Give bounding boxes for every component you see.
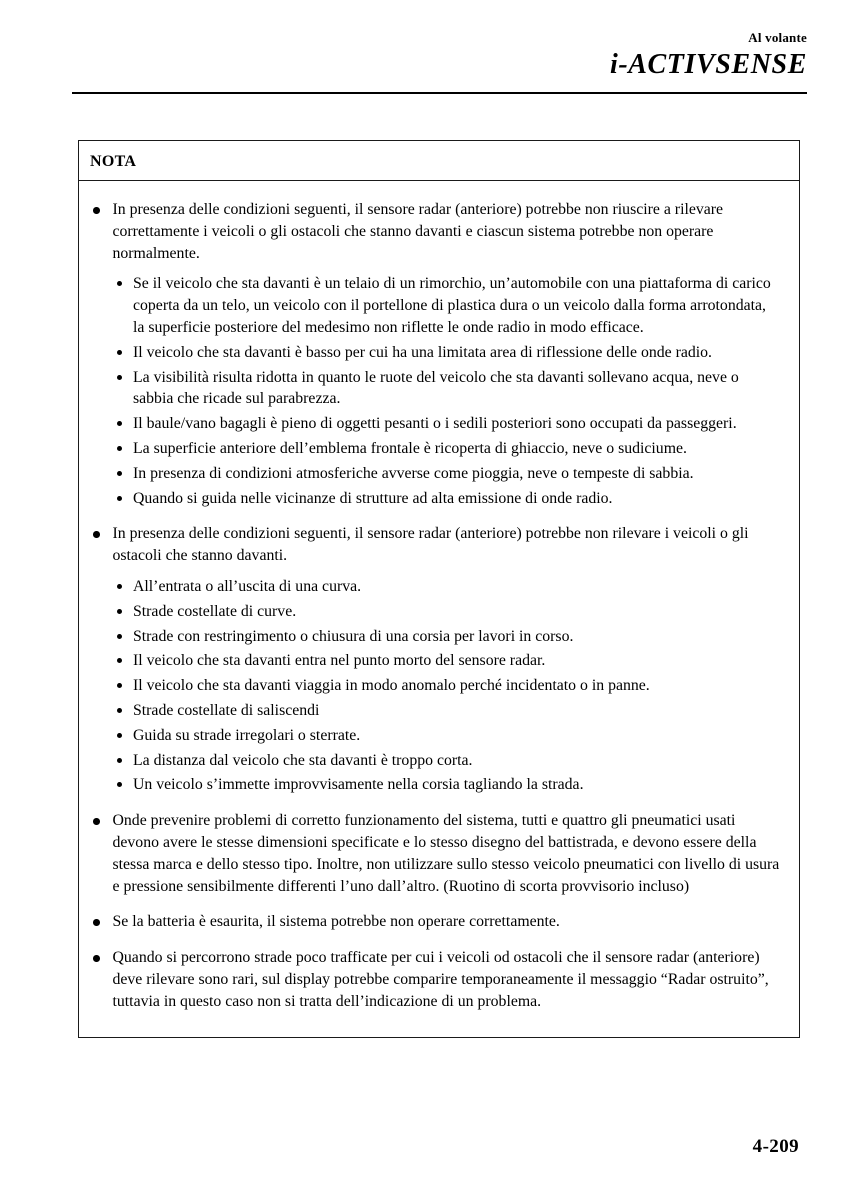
bullet-icon bbox=[117, 658, 122, 663]
note-subitem bbox=[117, 576, 781, 598]
bullet-icon bbox=[117, 421, 122, 426]
bullet-icon bbox=[117, 584, 122, 589]
bullet-icon bbox=[117, 375, 122, 380]
bullet-icon bbox=[117, 758, 122, 763]
note-subitem-text: Strade costellate di curve. bbox=[133, 602, 297, 620]
section-label: Al volante bbox=[748, 30, 807, 45]
bullet-icon bbox=[117, 496, 122, 501]
note-subitem bbox=[117, 438, 781, 460]
note-subitem bbox=[117, 700, 781, 722]
note-subitem-text: Strade con restringimento o chiusura di una corsia per lavori in corso. bbox=[133, 627, 574, 645]
note-subitem bbox=[117, 675, 781, 697]
bullet-icon bbox=[117, 609, 122, 614]
note-item-text: In presenza delle condizioni seguenti, il sensore radar (anteriore) potrebbe non rilevare i veicoli o gli ostacoli che stanno davanti. bbox=[112, 525, 749, 565]
note-subitem-text: All’entrata o all’uscita di una curva. bbox=[133, 577, 362, 595]
note-item-text: Se la batteria è esaurita, il sistema potrebbe non operare correttamente. bbox=[112, 913, 560, 931]
note-item-text: In presenza delle condizioni seguenti, il sensore radar (anteriore) potrebbe non riuscire a rilevare correttamente i veicoli o gli ostacoli che stanno davanti e ciascun sistema potrebbe non operare normalmente. bbox=[112, 201, 724, 262]
note-subitem bbox=[117, 342, 781, 364]
note-item-text: Quando si percorrono strade poco trafficate per cui i veicoli od ostacoli che il sensore radar (anteriore) deve rilevare sono rari, sul display potrebbe comparire temporaneamente il messaggio “Radar ostruito”, tuttavia in questo caso non si tratta dell’indicazione di un problema. bbox=[112, 949, 769, 1010]
note-subitem bbox=[117, 601, 781, 623]
note-sublist bbox=[91, 576, 781, 796]
note-box bbox=[78, 140, 800, 1038]
note-title: NOTA bbox=[90, 153, 137, 170]
note-subitem-text: Strade costellate di saliscendi bbox=[133, 701, 320, 719]
note-subitem-text: Se il veicolo che sta davanti è un telaio di un rimorchio, un’automobile con una piattaforma di carico coperta da un telo, un veicolo con il portellone di plastica dura o un veicolo dalla forma arrotondata, la superficie posteriore del medesimo non riflette le onde radio in modo efficace. bbox=[133, 275, 771, 336]
note-item bbox=[91, 810, 781, 897]
note-subitem bbox=[117, 626, 781, 648]
bullet-icon bbox=[93, 531, 100, 538]
note-subitem bbox=[117, 488, 781, 510]
note-item bbox=[91, 199, 781, 264]
bullet-icon bbox=[117, 683, 122, 688]
note-subitem-text: Il baule/vano bagagli è pieno di oggetti pesanti o i sedili posteriori sono occupati da passeggeri. bbox=[133, 415, 737, 433]
note-subitem-text: La visibilità risulta ridotta in quanto le ruote del veicolo che sta davanti sollevano acqua, neve o sabbia che ricade sul parabrezza. bbox=[133, 368, 739, 408]
bullet-icon bbox=[117, 350, 122, 355]
note-subitem-text: Il veicolo che sta davanti viaggia in modo anomalo perché incidentato o in panne. bbox=[133, 677, 650, 695]
note-subitem-text: La superficie anteriore dell’emblema frontale è ricoperta di ghiaccio, neve o sudiciume. bbox=[133, 439, 687, 457]
bullet-icon bbox=[117, 471, 122, 476]
note-item bbox=[91, 523, 781, 567]
note-subitem bbox=[117, 650, 781, 672]
page-number: 4-209 bbox=[752, 1136, 799, 1157]
note-subitem bbox=[117, 463, 781, 485]
note-subitem-text: Un veicolo s’immette improvvisamente nella corsia tagliando la strada. bbox=[133, 776, 584, 794]
bullet-icon bbox=[93, 818, 100, 825]
bullet-icon bbox=[93, 207, 100, 214]
note-item-text: Onde prevenire problemi di corretto funzionamento del sistema, tutti e quattro gli pneumatici usati devono avere le stesse dimensioni specificate e lo stesso disegno del battistrada, e devono essere della stessa marca e dello stesso tipo. Inoltre, non utilizzare sullo stesso veicolo pneumatici con livello di usura e pressione sensibilmente differenti l’uno dall’altro. (Ruotino di scorta provvisorio incluso) bbox=[112, 812, 780, 895]
note-subitem-text: Guida su strade irregolari o sterrate. bbox=[133, 726, 361, 744]
note-subitem bbox=[117, 273, 781, 338]
note-item bbox=[91, 911, 781, 933]
bullet-icon bbox=[117, 446, 122, 451]
bullet-icon bbox=[93, 955, 100, 962]
note-subitem bbox=[117, 774, 781, 796]
note-sublist bbox=[91, 273, 781, 509]
note-subitem-text: Il veicolo che sta davanti entra nel punto morto del sensore radar. bbox=[133, 652, 546, 670]
note-subitem bbox=[117, 367, 781, 411]
note-list bbox=[79, 181, 799, 1037]
note-subitem-text: Il veicolo che sta davanti è basso per cui ha una limitata area di riflessione delle onde radio. bbox=[133, 343, 713, 361]
header-rule bbox=[72, 92, 807, 94]
bullet-icon bbox=[117, 782, 122, 787]
note-item bbox=[91, 947, 781, 1012]
bullet-icon bbox=[117, 634, 122, 639]
page-title: i-ACTIVSENSE bbox=[609, 49, 807, 80]
note-subitem-text: La distanza dal veicolo che sta davanti è troppo corta. bbox=[133, 751, 473, 769]
note-subitem bbox=[117, 413, 781, 435]
note-subitem bbox=[117, 725, 781, 747]
note-subitem-text: Quando si guida nelle vicinanze di strutture ad alta emissione di onde radio. bbox=[133, 489, 613, 507]
bullet-icon bbox=[93, 919, 100, 926]
bullet-icon bbox=[117, 281, 122, 286]
bullet-icon bbox=[117, 733, 122, 738]
page-header bbox=[72, 30, 807, 94]
bullet-icon bbox=[117, 708, 122, 713]
note-subitem-text: In presenza di condizioni atmosferiche avverse come pioggia, neve o tempeste di sabbia. bbox=[133, 464, 694, 482]
note-subitem bbox=[117, 750, 781, 772]
